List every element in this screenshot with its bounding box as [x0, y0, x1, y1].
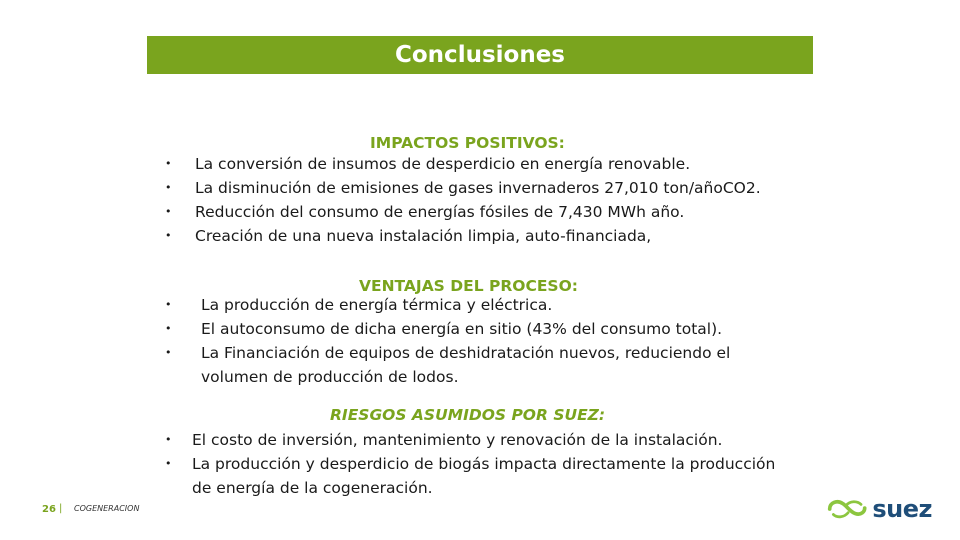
bullet-icon: • [165, 157, 172, 170]
ventajas-heading: VENTAJAS DEL PROCESO: [359, 277, 578, 295]
footer-label: COGENERACION [74, 504, 140, 513]
list-item-text: La producción de energía térmica y eléctrica. [201, 296, 553, 314]
bullet-icon: • [165, 346, 172, 359]
list-item [165, 152, 761, 176]
page-number: 26 [42, 504, 56, 515]
slide-title: Conclusiones [395, 42, 565, 68]
ventajas-list [165, 293, 730, 389]
footer-separator: | [59, 503, 63, 514]
bullet-icon: • [165, 433, 172, 446]
list-item-text: La conversión de insumos de desperdicio en energía renovable. [195, 155, 691, 173]
bullet-icon: • [165, 205, 172, 218]
list-item [165, 317, 730, 341]
suez-logo [826, 494, 932, 524]
list-item-text: La disminución de emisiones de gases invernaderos 27,010 ton/añoCO2. [195, 179, 761, 197]
list-item-text: Creación de una nueva instalación limpia, auto-financiada, [195, 227, 652, 245]
list-item-text: volumen de producción de lodos. [201, 368, 459, 386]
list-item-text: La producción y desperdicio de biogás impacta directamente la producción [192, 455, 776, 473]
suez-swirl-icon [826, 496, 868, 522]
list-item-text: El autoconsumo de dicha energía en sitio (43% del consumo total). [201, 320, 723, 338]
impactos-heading: IMPACTOS POSITIVOS: [370, 134, 565, 152]
list-item [165, 341, 730, 365]
bullet-icon: • [165, 181, 172, 194]
bullet-icon: • [165, 298, 172, 311]
list-item [165, 224, 761, 248]
logo-text: suez [872, 495, 932, 523]
list-item-continuation [165, 365, 730, 389]
title-bar [147, 36, 813, 74]
list-item [165, 176, 761, 200]
list-item [165, 428, 775, 452]
list-item-text: La Financiación de equipos de deshidratación nuevos, reduciendo el [201, 344, 731, 362]
bullet-icon: • [165, 457, 172, 470]
riesgos-heading: RIESGOS ASUMIDOS POR SUEZ: [330, 406, 606, 424]
impactos-list [165, 152, 761, 248]
list-item [165, 293, 730, 317]
list-item-text: Reducción del consumo de energías fósiles de 7,430 MWh año. [195, 203, 685, 221]
list-item-text: de energía de la cogeneración. [192, 479, 433, 497]
list-item-continuation [165, 476, 775, 500]
riesgos-list [165, 428, 775, 500]
list-item-text: El costo de inversión, mantenimiento y renovación de la instalación. [192, 431, 723, 449]
bullet-icon: • [165, 322, 172, 335]
bullet-icon: • [165, 229, 172, 242]
list-item [165, 200, 761, 224]
list-item [165, 452, 775, 476]
